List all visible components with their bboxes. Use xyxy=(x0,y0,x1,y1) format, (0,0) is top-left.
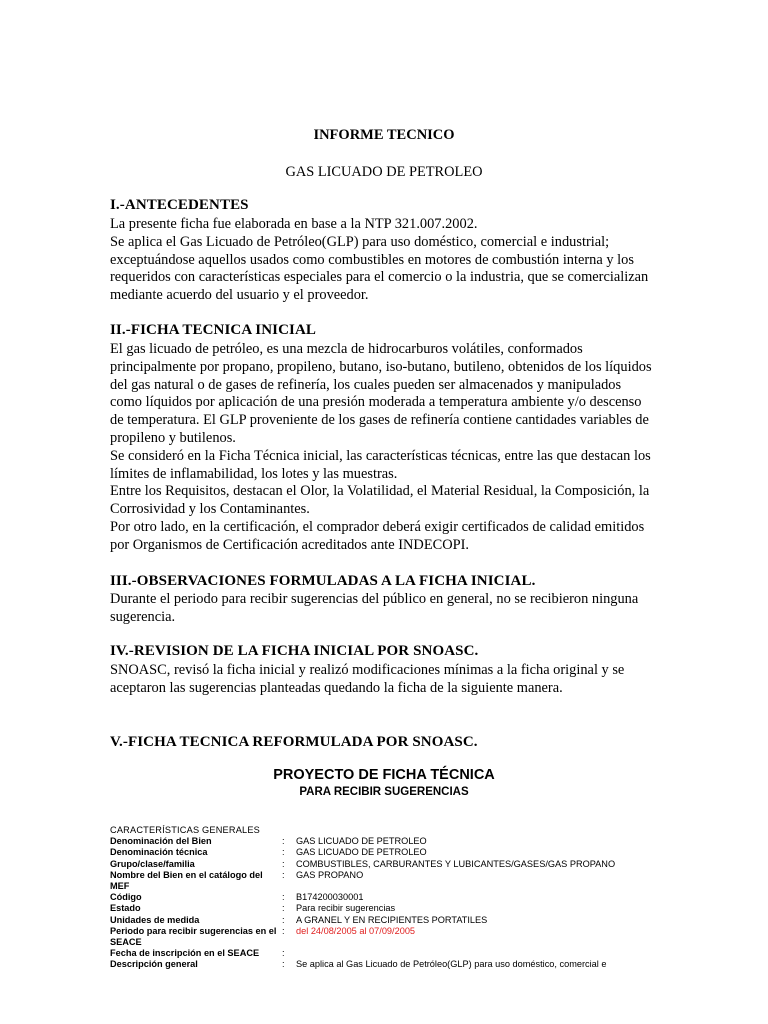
paragraph: La presente ficha fue elaborada en base a la NTP 321.007.2002. xyxy=(110,216,478,232)
ficha-row-value: GAS LICUADO DE PETROLEO xyxy=(296,836,427,847)
ficha-row-separator: : xyxy=(282,847,285,858)
ficha-row-value: Para recibir sugerencias xyxy=(296,903,396,914)
ficha-row-separator: : xyxy=(282,869,285,880)
proyecto-subtitle: PARA RECIBIR SUGERENCIAS xyxy=(299,786,469,798)
paragraph: Entre los Requisitos, destacan el Olor, la Volatilidad, el Material Residual, la Composición, la Corrosividad y los Contaminantes. xyxy=(110,483,650,518)
ficha-row xyxy=(110,948,670,959)
section-body-antecedentes xyxy=(110,216,655,305)
ficha-row-value: Se aplica al Gas Licuado de Petróleo(GLP) para uso doméstico, comercial e xyxy=(296,959,607,970)
ficha-row-label: Descripción general xyxy=(110,959,198,970)
ficha-row-separator: : xyxy=(282,836,285,847)
ficha-row xyxy=(110,847,670,858)
paragraph: Durante el periodo para recibir sugerencias del público en general, no se recibieron ninguna sugerencia. xyxy=(110,591,639,625)
paragraph: Se consideró en la Ficha Técnica inicial, las características técnicas, entre las que destacan los límites de inflamabilidad, los lotes y las muestras. xyxy=(110,447,651,482)
ficha-row xyxy=(110,859,670,870)
ficha-row-label: Denominación del Bien xyxy=(110,836,212,847)
ficha-rows xyxy=(110,836,670,970)
document-subtitle: GAS LICUADO DE PETROLEO xyxy=(285,164,483,180)
ficha-row-label: Denominación técnica xyxy=(110,847,208,858)
ficha-section-label: CARACTERÍSTICAS GENERALES xyxy=(110,825,260,835)
ficha-row xyxy=(110,903,670,914)
section-body-observaciones xyxy=(110,591,655,627)
ficha-row-label: Fecha de inscripción en el SEACE xyxy=(110,948,260,959)
ficha-row-separator: : xyxy=(282,959,285,970)
ficha-row-value: A GRANEL Y EN RECIPIENTES PORTATILES xyxy=(296,914,488,925)
section-heading-ficha-tecnica-inicial: II.-FICHA TECNICA INICIAL xyxy=(110,322,317,338)
paragraph: El gas licuado de petróleo, es una mezcla de hidrocarburos volátiles, conformados principalmente por propano, propileno, butano, iso-butano, butileno, obtenidos de los líquidos del gas natural o de gases de refinería, los cuales pueden ser almacenados y manipulados como líquidos por aplicación de una presión moderada a temperatura ambiente y/o descenso de temperatura. El GLP proveniente de los gases de refinería contiene cantidades variables de propileno y butilenos. xyxy=(110,341,652,446)
ficha-row xyxy=(110,836,670,847)
ficha-row-label: Estado xyxy=(110,903,141,914)
proyecto-title: PROYECTO DE FICHA TÉCNICA xyxy=(273,767,495,783)
ficha-row xyxy=(110,870,670,892)
ficha-row-label: Código xyxy=(110,892,142,903)
section-heading-revision: IV.-REVISION DE LA FICHA INICIAL POR SNOASC. xyxy=(110,643,479,659)
ficha-row-label: Unidades de medida xyxy=(110,914,200,925)
section-heading-antecedentes: I.-ANTECEDENTES xyxy=(110,197,249,213)
ficha-row-separator: : xyxy=(282,903,285,914)
ficha-row-value: B174200030001 xyxy=(296,892,364,903)
ficha-row xyxy=(110,892,670,903)
ficha-row-separator: : xyxy=(282,858,285,869)
ficha-row-separator: : xyxy=(282,925,285,936)
document-title: INFORME TECNICO xyxy=(313,127,455,143)
paragraph: Por otro lado, en la certificación, el comprador deberá exigir certificados de calidad emitidos por Organismos de Certificación acreditados ante INDECOPI. xyxy=(110,518,645,553)
ficha-row-separator: : xyxy=(282,948,285,959)
ficha-row-label: Periodo para recibir sugerencias en el SEACE xyxy=(110,925,277,948)
ficha-row-value: GAS LICUADO DE PETROLEO xyxy=(296,847,427,858)
ficha-table xyxy=(110,825,670,971)
ficha-row-value: COMBUSTIBLES, CARBURANTES Y LUBICANTES/GASES/GAS PROPANO xyxy=(296,858,616,869)
ficha-row-separator: : xyxy=(282,892,285,903)
section-heading-observaciones: III.-OBSERVACIONES FORMULADAS A LA FICHA INICIAL. xyxy=(110,573,536,589)
paragraph: Se aplica el Gas Licuado de Petróleo(GLP) para uso doméstico, comercial e industrial; exceptuándose aquellos usados como combustibles en motores de combustión interna y los requeridos con características especiales para el comercio o la industria, que se comercializan mediante acuerdo del usuario y el proveedor. xyxy=(110,233,649,304)
ficha-row-separator: : xyxy=(282,914,285,925)
paragraph: SNOASC, revisó la ficha inicial y realizó modificaciones mínimas a la ficha original y se aceptaron las sugerencias planteadas quedando la ficha de la siguiente manera. xyxy=(110,662,625,696)
ficha-row xyxy=(110,959,670,970)
ficha-row xyxy=(110,926,670,948)
ficha-row-label: Grupo/clase/familia xyxy=(110,858,195,869)
ficha-row-label: Nombre del Bien en el catálogo del MEF xyxy=(110,869,263,892)
ficha-row xyxy=(110,915,670,926)
ficha-row-value xyxy=(296,948,670,959)
section-body-ficha-tecnica-inicial xyxy=(110,341,655,555)
section-body-revision xyxy=(110,662,655,698)
section-heading-ficha-reformulada: V.-FICHA TECNICA REFORMULADA POR SNOASC. xyxy=(110,734,478,750)
ficha-row-value: del 24/08/2005 al 07/09/2005 xyxy=(296,925,416,936)
ficha-row-value: GAS PROPANO xyxy=(296,869,364,880)
